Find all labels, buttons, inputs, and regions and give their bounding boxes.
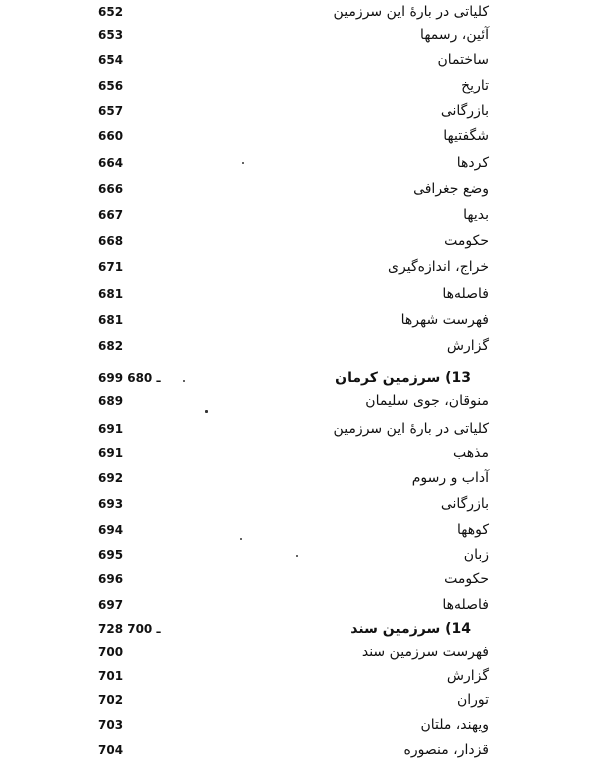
toc-entry-row [0, 640, 591, 664]
toc-entry-row [0, 23, 591, 47]
entry-title: كلياتى در بارهٔ این سرزمین [333, 4, 489, 20]
entry-page-number: 704 [98, 743, 124, 757]
section-page-range: 699 ـ 680 [98, 371, 161, 385]
entry-title: ساختمان [437, 52, 489, 68]
toc-entry-row [0, 417, 591, 441]
section-page-range: 728 ـ 700 [98, 622, 161, 636]
toc-entry-row [0, 334, 591, 358]
entry-title: حکومت [444, 233, 489, 249]
entry-page-number: 668 [98, 234, 124, 248]
toc-entry-row [0, 492, 591, 516]
entry-title: فاصله‌ها [442, 597, 489, 613]
entry-page-number: 701 [98, 669, 124, 683]
entry-page-number: 697 [98, 598, 124, 612]
toc-entry-row [0, 664, 591, 688]
toc-entry-row [0, 99, 591, 123]
entry-title: حکومت [444, 571, 489, 587]
entry-title: آئین، رسمها [420, 27, 489, 43]
toc-entry-row [0, 389, 591, 413]
entry-title: خراج، اندازه‌گیری [388, 259, 489, 275]
entry-page-number: 654 [98, 53, 124, 67]
entry-page-number: 696 [98, 572, 124, 586]
toc-entry-row [0, 74, 591, 98]
entry-page-number: 682 [98, 339, 124, 353]
toc-entry-row [0, 466, 591, 490]
entry-page-number: 689 [98, 394, 124, 408]
entry-title: منوقان، جوی سلیمان [365, 393, 489, 409]
entry-title: کوهها [457, 522, 489, 538]
entry-title: گزارش [446, 338, 489, 354]
entry-title: توران [456, 692, 489, 708]
toc-entry-row [0, 441, 591, 465]
entry-page-number: 652 [98, 5, 124, 19]
entry-title: آداب و رسوم [411, 470, 489, 486]
section-title: 14) سرزمین سند [350, 621, 471, 637]
toc-entry-row [0, 713, 591, 737]
entry-page-number: 666 [98, 182, 124, 196]
entry-page-number: 681 [98, 313, 124, 327]
entry-title: بازرگانی [440, 103, 489, 119]
entry-title: گزارش [446, 668, 489, 684]
entry-title: شگفتیها [443, 128, 489, 144]
entry-page-number: 681 [98, 287, 124, 301]
toc-entry-row [0, 48, 591, 72]
entry-title: بدیها [463, 207, 489, 223]
entry-page-number: 692 [98, 471, 124, 485]
entry-title: فهرست شهرها [400, 312, 489, 328]
entry-page-number: 695 [98, 548, 124, 562]
entry-page-number: 664 [98, 156, 124, 170]
toc-entry-row [0, 518, 591, 542]
entry-page-number: 653 [98, 28, 124, 42]
toc-entry-row [0, 593, 591, 617]
entry-page-number: 694 [98, 523, 124, 537]
print-speck [296, 555, 298, 557]
entry-title: ویهند، ملتان [420, 717, 489, 733]
entry-title: بازرگانی [440, 496, 489, 512]
entry-title: کردها [456, 155, 489, 171]
entry-page-number: 657 [98, 104, 124, 118]
print-speck [183, 380, 185, 382]
toc-entry-row [0, 124, 591, 148]
entry-title: فاصله‌ها [442, 286, 489, 302]
entry-title: فهرست سرزمین سند [361, 644, 489, 660]
toc-entry-row [0, 738, 591, 762]
entry-page-number: 693 [98, 497, 124, 511]
entry-page-number: 700 [98, 645, 124, 659]
entry-page-number: 660 [98, 129, 124, 143]
section-title: 13) سرزمین کرمان [335, 370, 471, 386]
toc-section-row [0, 366, 591, 390]
entry-page-number: 703 [98, 718, 124, 732]
print-speck [242, 162, 244, 164]
toc-section-row [0, 617, 591, 641]
toc-entry-row [0, 229, 591, 253]
entry-page-number: 691 [98, 422, 124, 436]
print-speck [240, 538, 242, 540]
entry-page-number: 702 [98, 693, 124, 707]
entry-title: قزدار، منصوره [403, 742, 489, 758]
toc-entry-row [0, 0, 591, 24]
entry-page-number: 671 [98, 260, 124, 274]
entry-title: مذهب [453, 445, 489, 461]
toc-entry-row [0, 688, 591, 712]
toc-entry-row [0, 255, 591, 279]
toc-entry-row [0, 308, 591, 332]
entry-title: زبان [463, 547, 489, 563]
entry-page-number: 656 [98, 79, 124, 93]
toc-entry-row [0, 151, 591, 175]
toc-entry-row [0, 203, 591, 227]
entry-title: وضع جغرافی [413, 181, 489, 197]
entry-page-number: 667 [98, 208, 124, 222]
toc-entry-row [0, 282, 591, 306]
toc-entry-row [0, 177, 591, 201]
toc-entry-row [0, 567, 591, 591]
entry-page-number: 691 [98, 446, 124, 460]
entry-title: تاریخ [461, 78, 489, 94]
entry-title: كلياتى در بارهٔ این سرزمین [333, 421, 489, 437]
print-speck [205, 410, 208, 413]
